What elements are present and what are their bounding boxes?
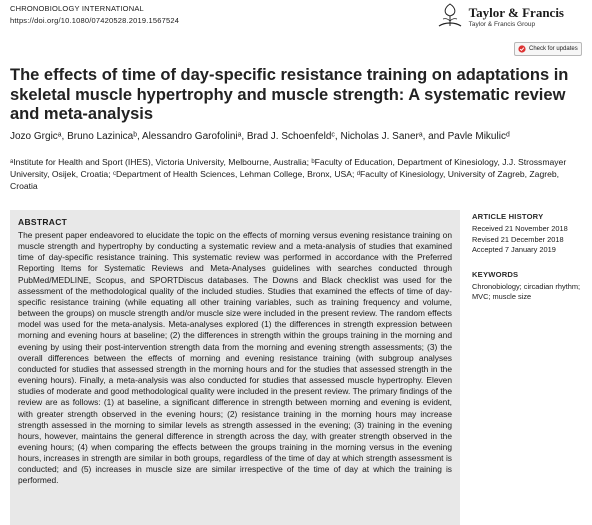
publisher-logo-icon <box>435 2 465 30</box>
revised-date: Revised 21 December 2018 <box>472 234 564 244</box>
article-history-heading: ARTICLE HISTORY <box>472 212 544 221</box>
accepted-date: Accepted 7 January 2019 <box>472 245 556 254</box>
journal-header <box>10 4 179 25</box>
publisher-name: Taylor & Francis <box>468 4 564 20</box>
publisher-logo-block <box>435 2 564 30</box>
journal-name: CHRONOBIOLOGY INTERNATIONAL <box>10 4 144 13</box>
check-for-updates-button[interactable] <box>514 42 582 56</box>
abstract-heading: ABSTRACT <box>18 217 68 227</box>
crossmark-icon <box>518 45 526 53</box>
article-title: The effects of time of day-specific resistance training on adaptations in skeletal muscle hypertrophy and muscle strength: A systematic review and meta-analysis <box>10 66 569 123</box>
keywords-text: Chronobiology; circadian rhythm; MVC; muscle size <box>472 281 581 301</box>
received-date: Received 21 November 2018 <box>472 224 568 233</box>
article-sidebar <box>472 212 587 303</box>
affiliations: ᵃInstitute for Health and Sport (IHES), Victoria University, Melbourne, Australia; ᵇFaculty of Education, Department of Kinesiology, J.J. Strossmayer University, Osijek, Croatia; ᶜDepartment of Health Sciences, Lehman College, Bronx, USA; ᵈFaculty of Kinesiology, University of Zagreb, Zagreb, Croatia <box>10 157 567 192</box>
keywords-heading: KEYWORDS <box>472 269 519 279</box>
author-list: Jozo Grgicᵃ, Bruno Lazinicaᵇ, Alessandro Garofoliniᵃ, Brad J. Schoenfeldᶜ, Nicholas J. Sanerᵃ, and Pavle Mikulicᵈ <box>10 131 510 142</box>
check-updates-label: Check for updates <box>529 46 578 52</box>
abstract-panel <box>10 210 460 525</box>
doi-link[interactable]: https://doi.org/10.1080/07420528.2019.1567524 <box>10 16 180 25</box>
abstract-text: The present paper endeavored to elucidate the topic on the effects of morning versus evening resistance training on muscle strength and hypertrophy by conducting a systematic review and a meta-analysis of studies that examined time of day-specific resistance training. This systematic review was performed in accordance with the Preferred Reporting Items for Systematic Reviews and Meta-Analyses guidelines with searches conducted through PubMed/MEDLINE, Scopus, and SPORTDiscus databases. The Downs and Black checklist was used for the assessment of the methodological quality of the included studies. Studies that examined the effects of time of day-specific resistance training (while equating all other training variables, such as training frequency and volume, between the groups) on muscle strength and/or muscle size were included in the present review. The random effects model was used for the meta-analysis. Meta-analyses explored (1) the differences in strength expression between morning and evening hours at baseline; (2) the differences in strength within the groups training in the morning and evening by using their post-intervention strength data from the morning and evening strength assessments; (3) the overall differences between the effects of morning and evening resistance training (with subgroup analyses conducted for studies that assessed strength in the morning hours and for the studies that assessed strength in the evening hours). Finally, a meta-analysis was also conducted for studies that assessed muscle hypertrophy. Eleven studies of moderate and good methodological quality were included in the present review. The primary findings of the review are as follows: (1) at baseline, a significant difference in strength between morning and evening is evident, with greater strength observed in the evening hours; (2) resistance training in the morning hours may increase strength assessed in the morning to similar levels as strength assessed in the evening; (3) training in the evening hours, however, maintains the general difference in strength across the day, with greater strength observed in the evening hours; (4) when comparing the effects between the groups training in the morning versus in the evening hours, increases in strength are similar in both groups, regardless of the time of day at which strength assessment is conducted; and (5) increases in muscle size are similar irrespective of the time of day at which the training is performed. <box>18 230 452 486</box>
publisher-group: Taylor & Francis Group <box>468 20 536 28</box>
